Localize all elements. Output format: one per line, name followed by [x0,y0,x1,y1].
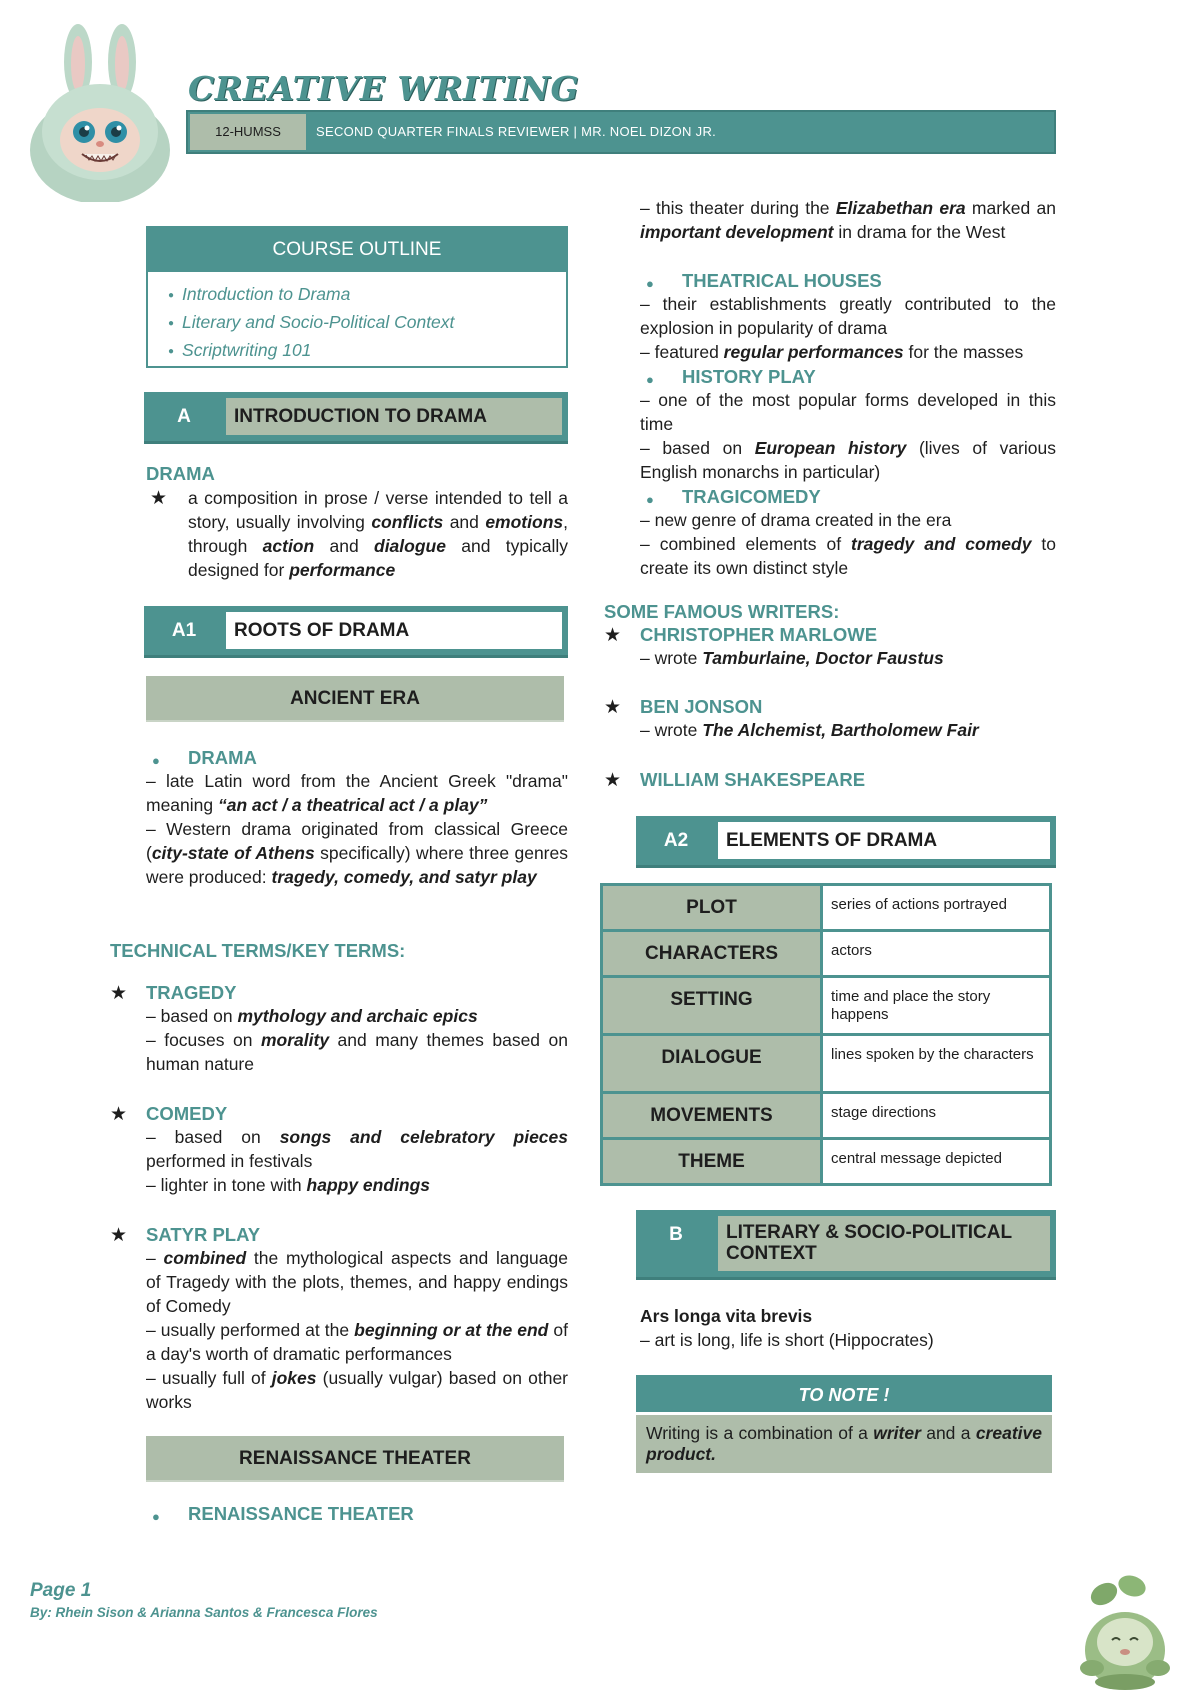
text-run: – featured [640,342,724,362]
star-bullet-icon: ★ [110,983,128,1004]
elizabethan-note [640,196,1056,244]
emphasis: morality [260,1030,330,1050]
tragedy-line-1 [146,1004,568,1028]
emphasis: regular performances [723,342,904,362]
to-note-heading: TO NOTE ! [636,1375,1052,1415]
text-run: – wrote [640,720,703,740]
header-bar [186,110,1056,154]
emphasis: city-state of Athens [151,843,315,864]
text-run: – Western drama originated from classical Greece ( [146,819,568,864]
bullet-icon: ● [646,492,654,507]
famous-writers-heading: SOME FAMOUS WRITERS: [604,601,840,622]
text-run: marked an [965,198,1056,218]
star-bullet-icon: ★ [110,1104,128,1125]
element-name: CHARACTERS [602,931,822,977]
element-name: THEME [602,1139,822,1185]
sprout-mascot-icon [1070,1572,1180,1692]
emphasis: mythology and archaic epics [237,1006,478,1026]
section-a2-bar [636,816,1056,868]
course-outline-heading: COURSE OUTLINE [148,228,566,272]
text-run: of a day's worth of dramatic performances [146,1320,569,1365]
text-run: – wrote [640,648,703,668]
tragedy-line-2 [146,1028,568,1076]
element-name: SETTING [602,977,822,1035]
table-row [602,1139,1051,1185]
emphasis: writer [873,1423,921,1443]
table-row [602,1093,1051,1139]
section-a-title: INTRODUCTION TO DRAMA [226,398,562,435]
section-a1-title: ROOTS OF DRAMA [226,612,562,649]
text-run: a composition in prose / verse intended to tell a story, usually involving [188,488,568,533]
to-note-body [636,1415,1052,1473]
tragedy-heading: TRAGEDY [146,982,237,1003]
text-run: (lives of various English monarchs in particular) [640,438,1056,483]
star-bullet-icon: ★ [110,1225,128,1246]
theatrical-houses-heading: THEATRICAL HOUSES [682,270,882,291]
latin-phrase: Ars longa vita brevis [640,1306,813,1326]
section-a1-label: A1 [171,620,197,641]
emphasis: action [262,536,315,557]
text-run: and typically designed for [188,536,568,581]
emphasis: “an act / a theatrical act / a play” [218,795,488,816]
text-run: and many themes based on human nature [146,1030,568,1075]
section-a1-bar [144,606,568,658]
history-play-heading: HISTORY PLAY [682,366,816,387]
text-run: – lighter in tone with [146,1175,307,1195]
text-run: (usually vulgar) based on other works [146,1368,569,1413]
emphasis: tragedy and comedy [851,534,1032,554]
section-b-label: B [669,1224,683,1245]
emphasis: Tamburlaine, Doctor Faustus [702,648,944,668]
emphasis: dialogue [374,536,446,557]
emphasis: emotions [485,512,564,533]
drama-definition [188,486,568,583]
course-outline-list [148,272,566,366]
satyr-line-3 [146,1366,568,1414]
ancient-era-bar: ANCIENT ERA [146,676,564,722]
element-name: PLOT [602,885,822,931]
comedy-line-2 [146,1173,568,1197]
history-play-line-2 [640,436,1056,484]
emphasis: The Alchemist, Bartholomew Fair [702,720,979,740]
text-run: and a [920,1423,976,1443]
header-subtitle: SECOND QUARTER FINALS REVIEWER | MR. NOEL DIZON JR. [316,124,717,139]
star-bullet-icon: ★ [604,625,622,646]
emphasis: creative product. [646,1423,1042,1464]
writer-name: BEN JONSON [640,696,763,717]
element-description: stage directions [822,1093,1051,1139]
text-run: and [314,536,374,557]
bullet-icon: ● [646,276,654,291]
bunny-mascot-icon [26,22,176,202]
element-description: series of actions portrayed [822,885,1051,931]
satyr-line-1 [146,1246,568,1318]
elements-of-drama-table [600,883,1052,1186]
bullet-icon: ● [152,753,160,768]
emphasis: songs and celebratory pieces [279,1127,568,1147]
to-note-box [636,1375,1052,1473]
text-run: and [443,512,486,533]
section-a2-label: A2 [663,830,689,851]
tragicomedy-heading: TRAGICOMEDY [682,486,821,507]
class-label: 12-HUMSS [190,114,306,150]
text-run: to create its own distinct style [640,534,1056,579]
element-name: DIALOGUE [602,1035,822,1093]
text-run: for the masses [903,342,1024,362]
star-bullet-icon: ★ [604,770,622,791]
renaissance-theater-heading: RENAISSANCE THEATER [188,1503,414,1524]
outline-item: ● Literary and Socio-Political Context [168,310,566,338]
text-run: – focuses on [146,1030,261,1050]
text-run: – usually performed at the [146,1320,355,1340]
tragicomedy-line-2 [640,532,1056,580]
bullet-icon: ● [646,372,654,387]
comedy-line-1 [146,1125,568,1173]
text-run: Writing is a combination of a [646,1423,874,1443]
section-b-bar [636,1210,1056,1280]
satyr-play-heading: SATYR PLAY [146,1224,261,1245]
text-run: , through [188,512,568,557]
emphasis: European history [754,438,907,458]
text-run: the mythological aspects and language of Tragedy with the plots, themes, and happy endings of Comedy [146,1248,568,1317]
drama-origin [146,817,568,889]
text-run: – usually full of [146,1368,272,1388]
writer-name: WILLIAM SHAKESPEARE [640,769,866,790]
text-run: – based on [146,1127,280,1147]
element-description: central message depicted [822,1139,1051,1185]
writer-works [640,646,944,670]
table-row [602,977,1051,1035]
element-description: lines spoken by the characters [822,1035,1051,1093]
emphasis: happy endings [306,1175,430,1195]
star-bullet-icon: ★ [604,697,622,718]
emphasis: jokes [271,1368,317,1388]
drama-bullet-heading: DRAMA [188,747,257,768]
emphasis: beginning or at the end [354,1320,549,1340]
author-byline: By: Rhein Sison & Arianna Santos & Francesca Flores [30,1605,378,1620]
drama-etymology [146,769,568,817]
text-run: specifically) where three genres were produced: [146,843,568,888]
section-b-title: LITERARY & SOCIO-POLITICAL CONTEXT [718,1216,1050,1271]
text-run: – based on [146,1006,238,1026]
outline-item: ● Scriptwriting 101 [168,338,566,366]
document-title: CREATIVE WRITING [188,69,580,108]
history-play-line-1: – one of the most popular forms developed in this time [640,390,1056,435]
course-outline-box [146,226,568,368]
element-description: actors [822,931,1051,977]
text-run: – this theater during the [640,198,836,218]
text-run: – late Latin word from the Ancient Greek "drama" meaning [146,771,568,816]
emphasis: conflicts [371,512,444,533]
element-description: time and place the story happens [822,977,1051,1035]
emphasis: tragedy, comedy, and satyr play [271,867,537,888]
element-name: MOVEMENTS [602,1093,822,1139]
emphasis: performance [289,560,396,581]
drama-heading: DRAMA [146,463,215,484]
star-bullet-icon: ★ [150,488,168,509]
table-row [602,1035,1051,1093]
section-a-bar [144,392,568,444]
text-run: – based on [640,438,755,458]
key-terms-heading: TECHNICAL TERMS/KEY TERMS: [110,940,406,961]
table-row [602,885,1051,931]
section-a2-title: ELEMENTS OF DRAMA [718,822,1050,859]
outline-item: ● Introduction to Drama [168,282,566,310]
bullet-icon: ● [152,1509,160,1524]
theatrical-houses-line-2 [640,340,1056,364]
section-a-label: A [177,406,191,427]
text-run: performed in festivals [146,1151,313,1172]
writer-name: CHRISTOPHER MARLOWE [640,624,878,645]
table-row [602,931,1051,977]
renaissance-theater-bar: RENAISSANCE THEATER [146,1436,564,1482]
theatrical-houses-line-1: – their establishments greatly contributed to the explosion in popularity of drama [640,294,1056,339]
emphasis: important development [640,222,834,243]
text-run: – [146,1248,164,1268]
writer-works [640,718,979,742]
comedy-heading: COMEDY [146,1103,228,1124]
text-run: in drama for the West [833,222,1006,243]
emphasis: combined [163,1248,247,1268]
latin-meaning: – art is long, life is short (Hippocrates) [640,1330,934,1350]
tragicomedy-line-1: – new genre of drama created in the era [640,510,952,530]
emphasis: Elizabethan era [835,198,966,218]
satyr-line-2 [146,1318,568,1366]
page-number: Page 1 [30,1580,92,1601]
text-run: – combined elements of [640,534,852,554]
